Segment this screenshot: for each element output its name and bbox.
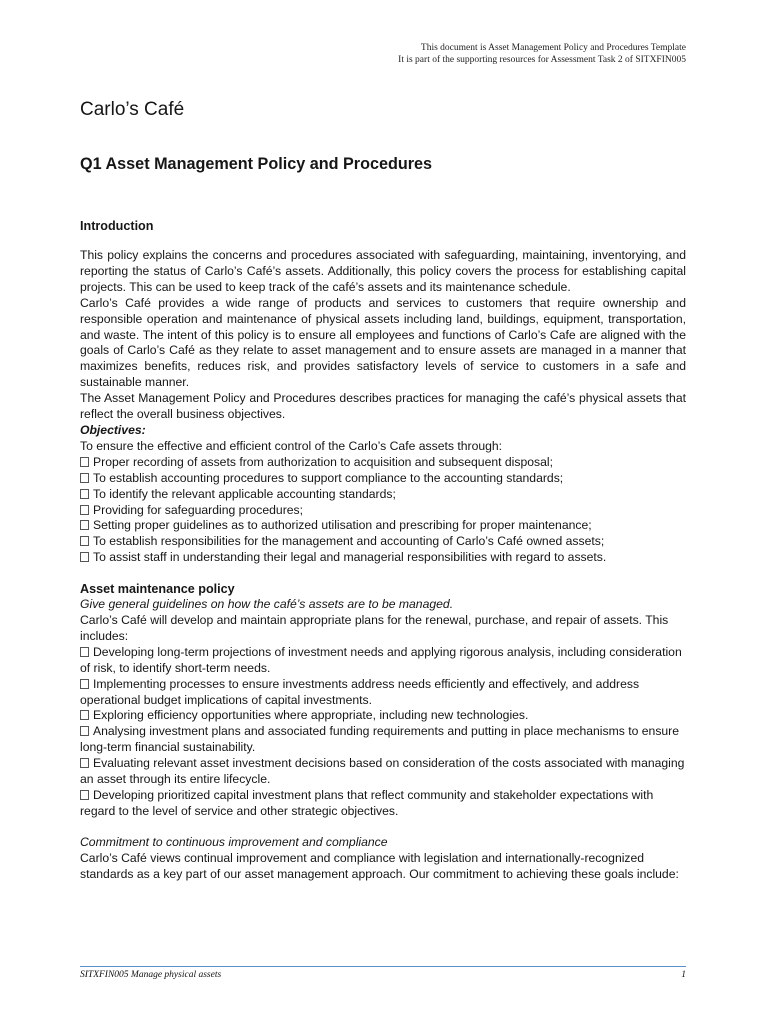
company-name: Carlo’s Café bbox=[80, 99, 185, 120]
checkbox-bullet-icon bbox=[80, 710, 89, 720]
list-item: To establish responsibilities for the management and accounting of Carlo’s Café owned assets; bbox=[80, 534, 686, 550]
objectives-intro: To ensure the effective and efficient control of the Carlo’s Cafe assets through: bbox=[80, 438, 503, 453]
list-item: To assist staff in understanding their legal and managerial responsibilities with regard to assets. bbox=[80, 550, 686, 566]
introduction-paragraph: This policy explains the concerns and procedures associated with safeguarding, maintaining, inventorying, and reporting the status of Carlo’s Café’s assets. Additionally, this policy covers the process for establishing capital projects. This can be used to keep track of the café’s assets and its maintenance schedule. bbox=[80, 248, 686, 294]
list-item: Proper recording of assets from authorization to acquisition and subsequent disposal; bbox=[80, 455, 686, 471]
maintenance-intro: Carlo’s Café will develop and maintain appropriate plans for the renewal, purchase, and repair of assets. This includes: bbox=[80, 613, 669, 643]
list-item: Evaluating relevant asset investment decisions based on consideration of the costs associated with managing an asset through its entire lifecycle. bbox=[80, 756, 685, 787]
objectives-heading: Objectives: bbox=[80, 422, 146, 437]
introduction-paragraph: Carlo’s Café provides a wide range of products and services to customers that require ownership and responsible operation and maintenance of physical assets including land, buildings, equipment, transportation, and waste. The intent of this policy is to ensure all employees and functions of Carlo’s Cafe are aligned with the goals of Carlo’s Café as they relate to asset management and to ensure assets are managed in a manner that maximizes benefits, reduces risk, and provides satisfactory levels of service to customers in a safe and sustainable manner. bbox=[80, 295, 686, 390]
maintenance-list bbox=[80, 645, 686, 820]
checkbox-bullet-icon bbox=[80, 520, 89, 530]
maintenance-guideline: Give general guidelines on how the café’s assets are to be managed. bbox=[80, 597, 454, 612]
objectives-list bbox=[80, 455, 686, 566]
list-item: Providing for safeguarding procedures; bbox=[80, 503, 686, 519]
header-line-1: This document is Asset Management Policy and Procedures Template bbox=[420, 43, 686, 53]
footer-unit-title: SITXFIN005 Manage physical assets bbox=[80, 970, 222, 980]
checkbox-bullet-icon bbox=[80, 758, 89, 768]
introduction-paragraph: The Asset Management Policy and Procedures describes practices for managing the café’s physical assets that reflect the overall business objectives. bbox=[80, 391, 686, 422]
introduction-heading: Introduction bbox=[80, 219, 154, 233]
checkbox-bullet-icon bbox=[80, 473, 89, 483]
page-footer bbox=[80, 966, 686, 980]
list-item: Analysing investment plans and associated funding requirements and putting in place mechanisms to ensure long-term financial sustainability. bbox=[80, 724, 680, 755]
checkbox-bullet-icon bbox=[80, 552, 89, 562]
document-body bbox=[80, 98, 686, 883]
checkbox-bullet-icon bbox=[80, 647, 89, 657]
list-item: Exploring efficiency opportunities where appropriate, including new technologies. bbox=[80, 708, 686, 724]
checkbox-bullet-icon bbox=[80, 505, 89, 515]
list-item: To establish accounting procedures to support compliance to the accounting standards; bbox=[80, 471, 686, 487]
checkbox-bullet-icon bbox=[80, 790, 89, 800]
commitment-text: Carlo’s Café views continual improvement and compliance with legislation and internationally-recognized standards as a key part of our asset management approach. Our commitment to achieving these goals include: bbox=[80, 850, 679, 881]
list-item: Setting proper guidelines as to authorized utilisation and prescribing for proper maintenance; bbox=[80, 518, 686, 534]
list-item: To identify the relevant applicable accounting standards; bbox=[80, 487, 686, 503]
checkbox-bullet-icon bbox=[80, 457, 89, 467]
checkbox-bullet-icon bbox=[80, 489, 89, 499]
header-note bbox=[398, 42, 686, 66]
list-item: Developing prioritized capital investment plans that reflect community and stakeholder expectations with regard to the level of service and other strategic objectives. bbox=[80, 788, 654, 818]
checkbox-bullet-icon bbox=[80, 536, 89, 546]
commitment-heading: Commitment to continuous improvement and compliance bbox=[80, 834, 388, 849]
checkbox-bullet-icon bbox=[80, 726, 89, 736]
list-item: Developing long-term projections of investment needs and applying rigorous analysis, including consideration of risk, to identify short-term needs. bbox=[80, 644, 682, 675]
list-item: Implementing processes to ensure investments address needs efficiently and effectively, and address operational budget implications of capital investments. bbox=[80, 676, 640, 707]
document-title: Q1 Asset Management Policy and Procedures bbox=[80, 155, 433, 173]
checkbox-bullet-icon bbox=[80, 679, 89, 689]
page-number: 1 bbox=[681, 970, 686, 980]
header-line-2: It is part of the supporting resources for Assessment Task 2 of SITXFIN005 bbox=[398, 55, 686, 65]
maintenance-heading: Asset maintenance policy bbox=[80, 582, 235, 597]
